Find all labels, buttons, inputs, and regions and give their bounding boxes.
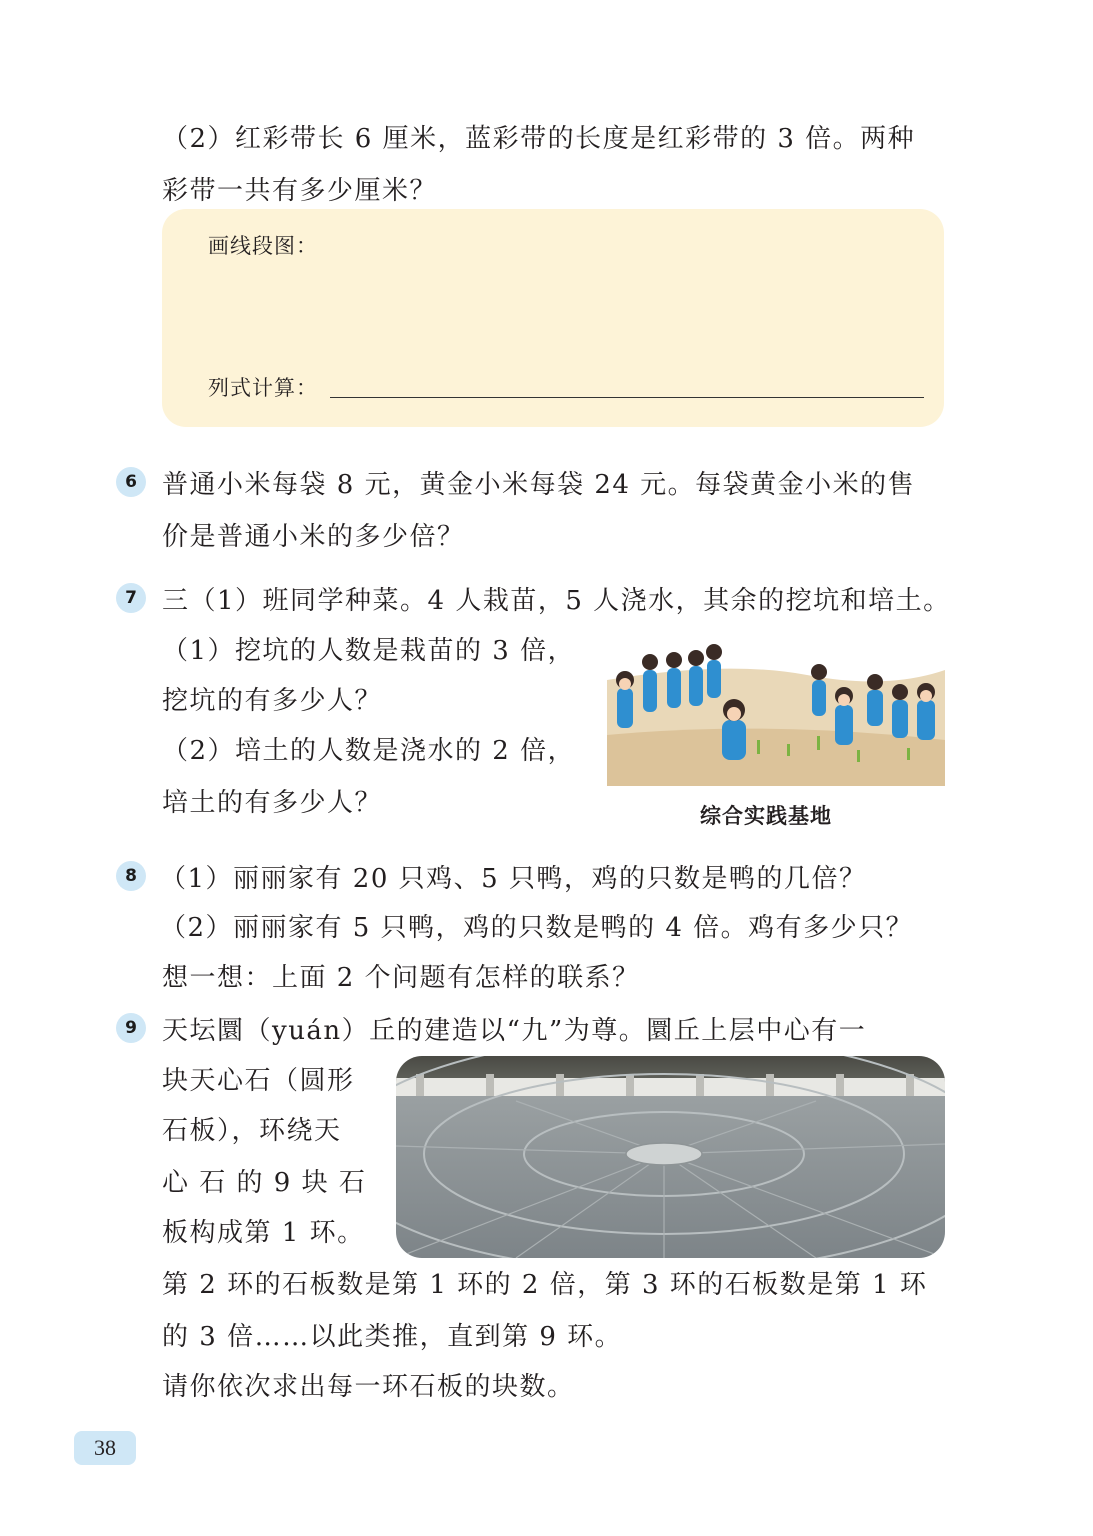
- q9-line3: 石板），环绕天: [162, 1116, 342, 1146]
- q9-line5: 板构成第 1 环。: [162, 1218, 365, 1248]
- q8-line2: （2）丽丽家有 5 只鸭，鸡的只数是鸭的 4 倍。鸡有多少只？: [160, 913, 914, 943]
- q7-line5: 培土的有多少人？: [162, 788, 383, 818]
- draw-diagram-label: 画线段图：: [208, 234, 318, 258]
- gardening-illustration: [607, 640, 945, 786]
- page-number: 38: [74, 1431, 136, 1465]
- q7-line3: 挖坑的有多少人？: [162, 686, 383, 716]
- question-number-badge: 6: [116, 467, 146, 497]
- q9-line2: 块天心石（圆形: [162, 1066, 355, 1096]
- q7-line1: 三（1）班同学种菜。4 人栽苗，5 人浇水，其余的挖坑和培土。: [162, 586, 951, 616]
- q7-line4: （2）培土的人数是浇水的 2 倍，: [162, 736, 576, 766]
- calculation-label: 列式计算：: [208, 376, 318, 400]
- q9-line4: 心 石 的 9 块 石: [162, 1168, 367, 1198]
- q9-line8: 请你依次求出每一环石板的块数。: [162, 1372, 575, 1402]
- q5-part2-line2: 彩带一共有多少厘米？: [162, 176, 438, 206]
- answer-line[interactable]: [330, 397, 924, 398]
- q6-line1: 普通小米每袋 8 元，黄金小米每袋 24 元。每袋黄金小米的售: [162, 470, 916, 500]
- q5-part2-line1: （2）红彩带长 6 厘米，蓝彩带的长度是红彩带的 3 倍。两种: [162, 124, 916, 154]
- q6-line2: 价是普通小米的多少倍？: [162, 522, 465, 552]
- question-number-badge: 7: [116, 583, 146, 613]
- question-number-badge: 8: [116, 861, 146, 891]
- illustration-caption: 综合实践基地: [700, 804, 832, 828]
- q8-line3: 想一想：上面 2 个问题有怎样的联系？: [162, 963, 640, 993]
- q7-line2: （1）挖坑的人数是栽苗的 3 倍，: [162, 636, 576, 666]
- q9-line1: 天坛圜（yuán）丘的建造以“九”为尊。圜丘上层中心有一: [162, 1016, 867, 1046]
- q9-line6: 第 2 环的石板数是第 1 环的 2 倍，第 3 环的石板数是第 1 环: [162, 1270, 928, 1300]
- circular-mound-altar-photo: [396, 1056, 945, 1258]
- q9-line7: 的 3 倍……以此类推，直到第 9 环。: [162, 1322, 623, 1352]
- q8-line1: （1）丽丽家有 20 只鸡、5 只鸭，鸡的只数是鸭的几倍？: [160, 864, 867, 894]
- question-number-badge: 9: [116, 1013, 146, 1043]
